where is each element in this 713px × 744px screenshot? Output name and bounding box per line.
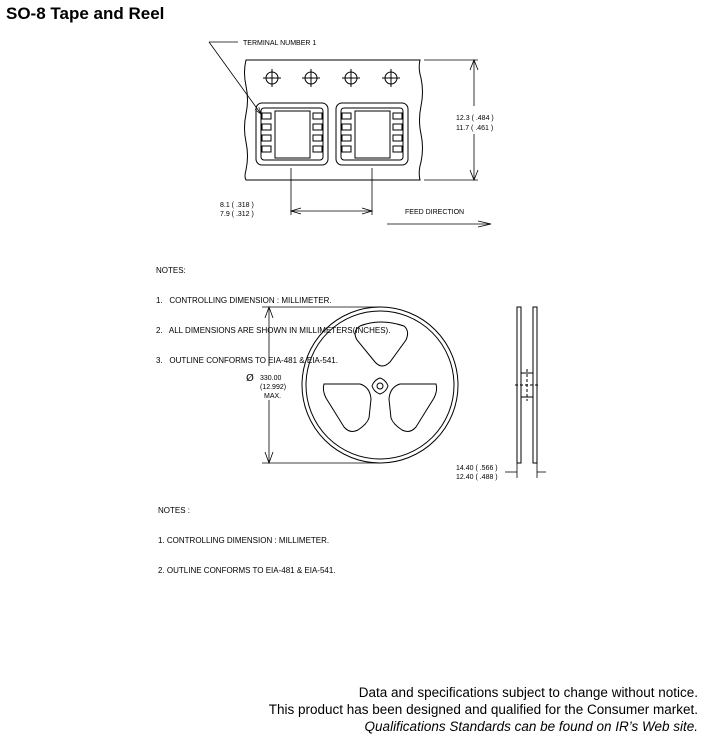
pocket-pitch-dimension bbox=[291, 168, 372, 215]
tape-note-2: 2. ALL DIMENSIONS ARE SHOWN IN MILLIMETERS(INCHES). bbox=[156, 326, 391, 335]
tape-width-min: 11.7 ( .461 ) bbox=[456, 125, 494, 132]
reel-diameter-mm: 330.00 bbox=[260, 375, 282, 382]
page-title: SO-8 Tape and Reel bbox=[6, 4, 165, 23]
terminal-leader bbox=[209, 42, 261, 114]
terminal-number-label: TERMINAL NUMBER 1 bbox=[243, 40, 317, 47]
pocket-pitch-max: 8.1 ( .318 ) bbox=[220, 202, 254, 209]
tape-note-1: 1. CONTROLLING DIMENSION : MILLIMETER. bbox=[156, 296, 332, 305]
tape-notes-heading: NOTES: bbox=[156, 266, 186, 275]
footer-notice bbox=[178, 684, 698, 735]
footer-line-1: Data and specifications subject to change without notice. bbox=[358, 685, 698, 700]
reel-note-2: 2. OUTLINE CONFORMS TO EIA-481 & EIA-541. bbox=[158, 566, 336, 575]
tape-notes bbox=[156, 246, 390, 376]
tape-note-3: 3. OUTLINE CONFORMS TO EIA-481 & EIA-541. bbox=[156, 356, 338, 365]
reel-side-view bbox=[515, 307, 539, 463]
reel-thickness-min: 12.40 ( .488 ) bbox=[456, 474, 498, 481]
pocket-2 bbox=[336, 103, 408, 165]
reel-notes-heading: NOTES : bbox=[158, 506, 191, 515]
feed-direction-arrow bbox=[387, 221, 491, 227]
reel-notes bbox=[158, 486, 336, 586]
reel-diameter-in: (12.992) bbox=[260, 384, 287, 391]
diameter-symbol: Ø bbox=[246, 373, 254, 384]
pocket-1 bbox=[256, 103, 328, 165]
reel-thickness-dimension bbox=[505, 463, 546, 478]
sprocket-holes bbox=[263, 69, 400, 87]
tape-width-max: 12.3 ( .484 ) bbox=[456, 115, 494, 122]
footer-line-2: This product has been designed and qualified for the Consumer market. bbox=[268, 702, 698, 717]
reel-note-1: 1. CONTROLLING DIMENSION : MILLIMETER. bbox=[158, 536, 330, 545]
feed-direction-label: FEED DIRECTION bbox=[405, 209, 465, 216]
reel-thickness-max: 14.40 ( .566 ) bbox=[456, 465, 498, 472]
pocket-pitch-min: 7.9 ( .312 ) bbox=[220, 211, 254, 218]
footer-line-3: Qualifications Standards can be found on IR’s Web site. bbox=[364, 719, 698, 734]
reel-diameter-max: MAX. bbox=[264, 393, 282, 400]
